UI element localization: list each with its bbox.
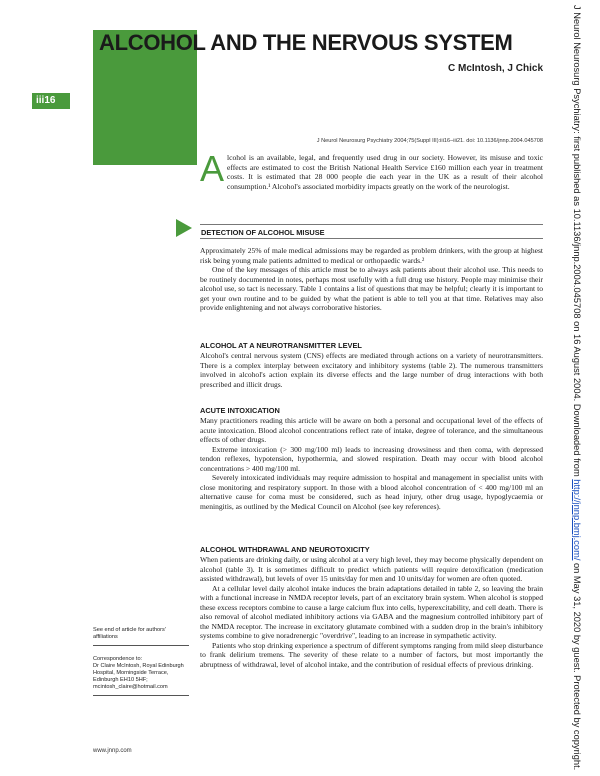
page-number-tab <box>32 93 70 109</box>
intro-text: lcohol is an available, legal, and frequently used drug in our society. However, its misuse and toxic effects are estimated to cost the British National Health Service £160 million each year in treatment costs. It is estimated that 28 000 people die each year in the UK as a result of their alcohol consumption.¹ Alcohol's associated morbidity impacts greatly on the work of the neurologist. <box>227 153 543 191</box>
heading-detection: DETECTION OF ALCOHOL MISUSE <box>201 228 325 237</box>
sidebar-bottom-divider <box>93 695 189 696</box>
correspondence-label: Correspondence to: <box>93 656 143 662</box>
heading-acute: ACUTE INTOXICATION <box>200 406 280 415</box>
acute-p2: Extreme intoxication (> 300 mg/100 ml) leads to increasing drowsiness and then coma, with depressed tendon reflexes, hypotension, hypothermia, and slowed respiration. Death may occur with blood alcohol concentrations > 400 mg/100 ml. <box>200 444 543 473</box>
withdrawal-p2: At a cellular level daily alcohol intake induces the brain adaptations detailed in table 2, so leaving the brain with a functional increase in NMDA receptor levels, part of an excitatory brain system. When alcohol is stopped these excess receptors combine to cause a large calcium flux into cells, hyperexcitability, and cell death. There is also removal of alcohol mediated inhibitory actions via GABA and the magnesium controlled inhibitory part of the NMDA receptor. The increase in excitatory glutamate combined with a sudden drop in the brain's inhibitory systems combine to give noradrenergic "overdrive", leading to an increase in sympathetic activity. <box>200 583 543 641</box>
acute-section <box>200 406 543 511</box>
correspondence-block <box>93 656 189 696</box>
section-top-rule <box>200 224 543 225</box>
download-link[interactable]: http://jnnp.bmj.com/ <box>572 479 582 561</box>
footer-url: www.jnnp.com <box>93 748 132 754</box>
neurotransmitter-p1: Alcohol's central nervous system (CNS) effects are mediated through actions on a variety of neurotransmitters. There is a complex interplay between excitatory and inhibitory systems (table 2). The numerous transmitters involved in alcohol's action explain its diverse effects and the large number of drug interactions with both prescribed and illicit drugs. <box>200 351 543 389</box>
correspondence-address: Dr Claire McIntosh, Royal Edinburgh Hospital, Morningside Terrace, Edinburgh EH10 5HF; mcintosh_claire@hotmail.com <box>93 663 184 690</box>
journal-citation: J Neurol Neurosurg Psychiatry 2004;75(Suppl III):iii16–iii21. doi: 10.1136/jnnp.2004.045708 <box>316 138 543 144</box>
withdrawal-p1: When patients are drinking daily, or using alcohol at a very high level, they may become physically dependent on alcohol (table 3). It is sometimes difficult to predict which patients will require detoxification (medication assisted withdrawal), but levels of over 15 units/day for men and 10 units/day for women are often quoted. <box>200 555 543 584</box>
withdrawal-section <box>200 545 543 670</box>
drop-cap: A <box>200 148 225 189</box>
withdrawal-p3: Patients who stop drinking experience a spectrum of different symptoms ranging from mild sleep disturbance to frank delirium tremens. The severity of these relate to a number of factors, but most importantly the abruptness of withdrawal, level of alcohol intake, and the contribution of residual effects of previous drinking. <box>200 640 543 670</box>
margin-note-start: J Neurol Neurosurg Psychiatry: first published as 10.1136/jnnp.2004.045708 on 16 August 2004. Downloaded from <box>572 5 582 480</box>
margin-note-end: on May 31, 2020 by guest. Protected by copyright. <box>572 560 582 771</box>
affiliations-note <box>93 627 189 646</box>
heading-withdrawal: ALCOHOL WITHDRAWAL AND NEUROTOXICITY <box>200 545 370 554</box>
section-arrow-icon <box>176 219 192 237</box>
detection-body <box>200 246 543 313</box>
detection-p2: One of the key messages of this article must be to always ask patients about their alcohol use. This needs to be routinely documented in notes, perhaps most usefully with a full drug use history. People may minimise their alcohol use, so tact is necessary. Table 1 contains a list of questions that may be helpful; clearly it is important to get your own routine and to be guided by what the patient is able to tell you at that time. Relatives may also provide enlightening and not always corroborative histories. <box>200 265 543 313</box>
heading-neurotransmitter: ALCOHOL AT A NEUROTRANSMITTER LEVEL <box>200 341 362 350</box>
detection-p1: Approximately 25% of male medical admissions may be regarded as problem drinkers, with the group at highest risk being young male patients admitted to medical or orthopaedic wards.² <box>200 246 543 265</box>
affiliations-text: See end of article for authors' affiliations <box>93 627 166 640</box>
article-title: ALCOHOL AND THE NERVOUS SYSTEM <box>99 30 513 55</box>
acute-p1: Many practitioners reading this article will be aware on both a personal and occupational level of the effects of acute intoxication. Blood alcohol concentrations reflect rate of intake, degree of tolerance, and the simultaneous effects of other drugs. <box>200 416 543 445</box>
neurotransmitter-section <box>200 341 543 389</box>
copyright-margin-note <box>568 5 582 773</box>
sidebar-divider <box>93 645 189 646</box>
article-authors: C McIntosh, J Chick <box>447 63 543 74</box>
intro-paragraph <box>200 148 543 191</box>
page-number: iii16 <box>36 95 56 106</box>
acute-p3: Severely intoxicated individuals may require admission to hospital and management in specialist units with close monitoring and respiratory support. In those with a blood alcohol concentration of < 400 mg/100 ml an alternative cause for coma must be considered, such as head injury, other drug usage, hypoglycaemia or meningitis, as outlined by the Medical Council on Alcohol (see key references). <box>200 473 543 511</box>
